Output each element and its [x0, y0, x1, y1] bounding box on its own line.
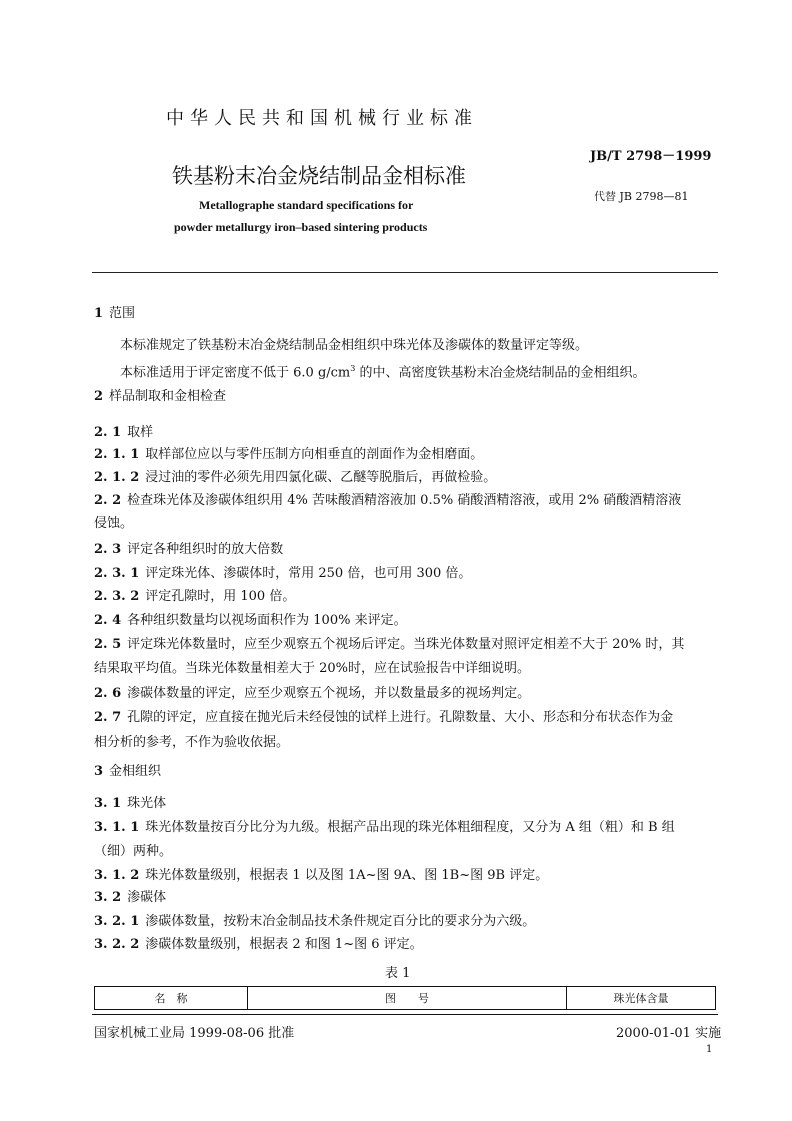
clause-2-2-continued: 侵蚀。: [94, 516, 134, 531]
clause-2-1: 2. 1 取样: [94, 425, 154, 440]
clause-3-2-2: 3. 2. 2 渗碳体数量级别，根据表 2 和图 1~图 6 评定。: [94, 937, 423, 952]
approval-note: 国家机械工业局 1999-08-06 批准: [94, 1026, 295, 1041]
clause-2-2: 2. 2 检查珠光体及渗碳体组织用 4% 苦味酸酒精溶液加 0.5% 硝酸酒精溶液，或用 2% 硝酸酒精溶液: [94, 493, 682, 508]
section-1-heading: 1 范围: [94, 306, 136, 321]
section-3-heading: 3 金相组织: [94, 764, 162, 779]
table-header-row: [95, 987, 716, 1010]
clause-3-2-1: 3. 2. 1 渗碳体数量，按粉末冶金制品技术条件规定百分比的要求分为六级。: [94, 914, 536, 929]
clause-2-1-1: 2. 1. 1 取样部位应以与零件压制方向相垂直的剖面作为金相磨面。: [94, 447, 484, 462]
clause-2-3: 2. 3 评定各种组织时的放大倍数: [94, 542, 284, 557]
table-header-figure-number: 图 号: [248, 987, 567, 1010]
standard-number: JB/T 2798－1999: [590, 149, 712, 164]
table-1-caption: 表 1: [385, 966, 411, 981]
footer-divider: [92, 1014, 718, 1015]
section-2-heading: 2 样品制取和金相检查: [94, 389, 227, 404]
clause-3-2: 3. 2 渗碳体: [94, 890, 167, 905]
table-1: [94, 986, 716, 1010]
clause-3-1-1: 3. 1. 1 珠光体数量按百分比分为九级。根据产品出现的珠光体粗细程度，又分为 A 组（粗）和 B 组: [94, 820, 675, 835]
clause-2-4: 2. 4 各种组织数量均以视场面积作为 100% 来评定。: [94, 613, 407, 628]
document-title-cn: 铁基粉末冶金烧结制品金相标准: [172, 164, 466, 188]
clause-2-6: 2. 6 渗碳体数量的评定，应至少观察五个视场，并以数量最多的视场判定。: [94, 686, 531, 701]
page-number: 1: [706, 1044, 713, 1055]
clause-3-1: 3. 1 珠光体: [94, 796, 167, 811]
clause-2-7-continued: 相分析的参考，不作为验收依据。: [94, 735, 290, 750]
clause-2-5: 2. 5 评定珠光体数量时，应至少观察五个视场后评定。当珠光体数量对照评定相差不大于 20% 时，其: [94, 637, 685, 652]
issuer-heading: 中华人民共和国机械行业标准: [166, 108, 478, 129]
section-1-paragraph-2: 本标准适用于评定密度不低于 6.0 $g/cm^3$ 的中、高密度铁基粉末冶金烧结制品的金相组织。: [120, 364, 646, 381]
clause-2-3-2: 2. 3. 2 评定孔隙时，用 100 倍。: [94, 589, 296, 604]
clause-2-1-2: 2. 1. 2 浸过油的零件必须先用四氯化碳、乙醚等脱脂后，再做检验。: [94, 470, 497, 485]
table-header-name: 名 称: [154, 992, 188, 1005]
document-title-en-line1: Metallographe standard specifications for: [199, 198, 414, 212]
table-header-pearlite-content: 珠光体含量: [567, 987, 716, 1010]
clause-3-1-1-continued: （细）两种。: [94, 844, 173, 859]
document-title-en-line2: powder metallurgy iron–based sintering products: [174, 220, 428, 234]
effective-date: 2000-01-01 实施: [616, 1026, 722, 1041]
clause-3-1-2: 3. 1. 2 珠光体数量级别，根据表 1 以及图 1A~图 9A、图 1B~图 9B 评定。: [94, 868, 549, 883]
clause-2-3-1: 2. 3. 1 评定珠光体、渗碳体时，常用 250 倍，也可用 300 倍。: [94, 566, 472, 581]
header-divider: [92, 272, 718, 273]
clause-2-5-continued: 结果取平均值。当珠光体数量相差大于 20%时，应在试验报告中详细说明。: [94, 661, 531, 676]
replaces-note: 代替 JB 2798—81: [594, 190, 689, 203]
section-1-paragraph-1: 本标准规定了铁基粉末冶金烧结制品金相组织中珠光体及渗碳体的数量评定等级。: [120, 338, 589, 353]
clause-2-7: 2. 7 孔隙的评定，应直接在抛光后未经侵蚀的试样上进行。孔隙数量、大小、形态和分布状态作为金: [94, 710, 674, 725]
